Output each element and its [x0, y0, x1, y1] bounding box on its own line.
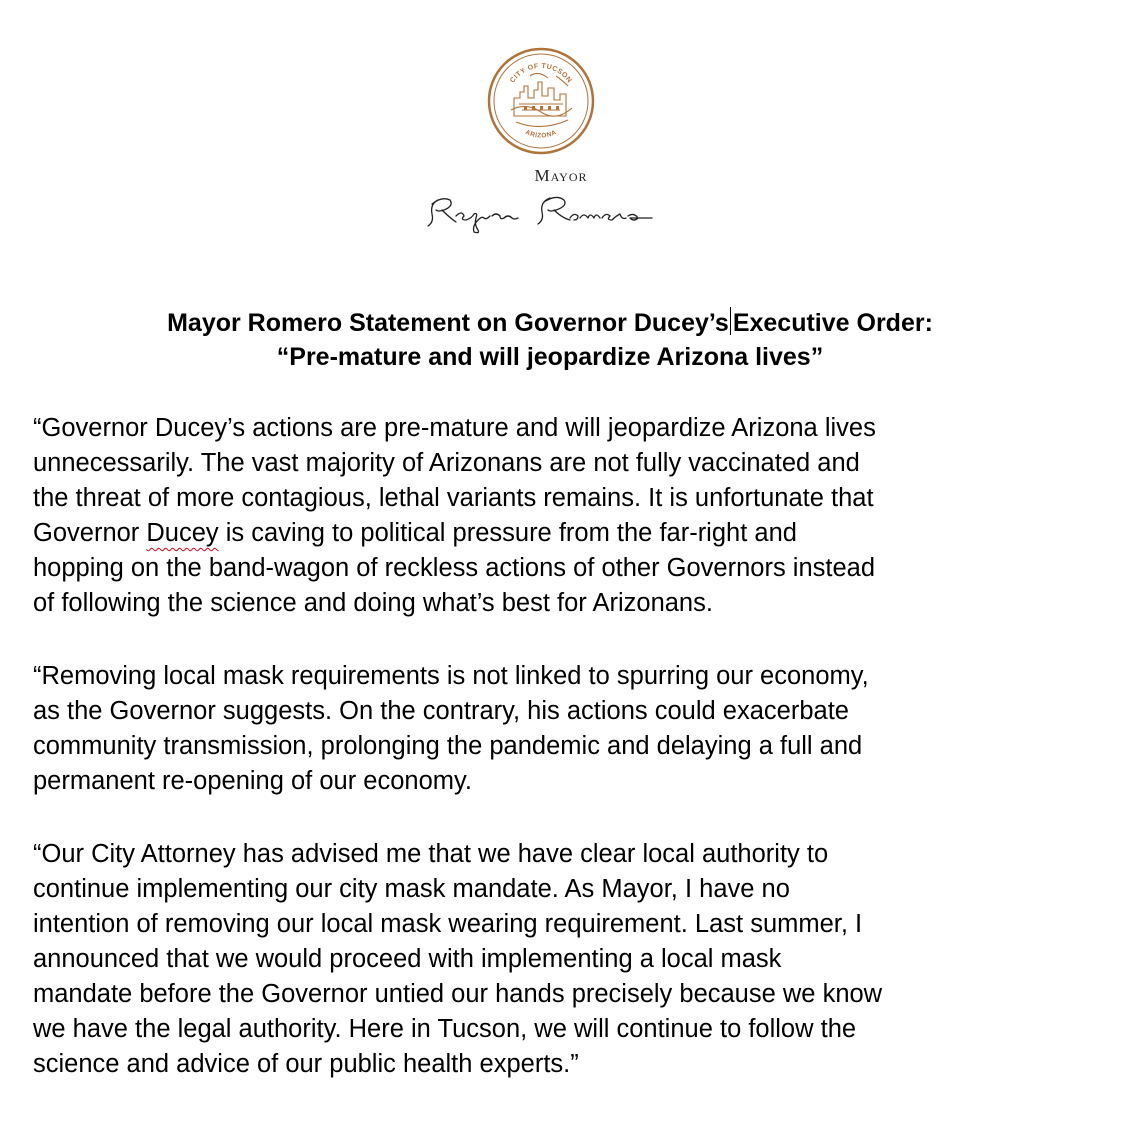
- letterhead: [0, 0, 1122, 250]
- paragraph-line: [33, 516, 1093, 551]
- paragraph-line: unnecessarily. The vast majority of Arizonans are not fully vaccinated and: [33, 449, 860, 477]
- paragraph-line: “Governor Ducey’s actions are pre-mature and will jeopardize Arizona lives: [33, 414, 876, 442]
- statement-title: [0, 306, 1100, 374]
- paragraph-line: science and advice of our public health experts.”: [33, 1050, 579, 1078]
- title-line-2: “Pre-mature and will jeopardize Arizona lives”: [276, 343, 824, 371]
- seal-top-text: CITY OF TUCSON: [509, 62, 573, 85]
- paragraph-3: [33, 837, 1093, 1082]
- paragraph-line: the threat of more contagious, lethal variants remains. It is unfortunate that: [33, 484, 874, 512]
- paragraph-1: [33, 411, 1093, 621]
- paragraph-line: of following the science and doing what’s best for Arizonans.: [33, 589, 713, 617]
- paragraph-line: hopping on the band-wagon of reckless actions of other Governors instead: [33, 554, 876, 582]
- paragraph-line: continue implementing our city mask mandate. As Mayor, I have no: [33, 875, 790, 903]
- spellcheck-flagged-word[interactable]: Ducey: [146, 519, 219, 547]
- paragraph-line: “Removing local mask requirements is not linked to spurring our economy,: [33, 662, 869, 690]
- text-cursor: [730, 307, 731, 335]
- paragraph-line: mandate before the Governor untied our hands precisely because we know: [33, 980, 883, 1008]
- title-line-1-end: Executive Order:: [732, 309, 933, 337]
- city-seal-logo: [486, 46, 596, 156]
- paragraph-line: intention of removing our local mask wearing requirement. Last summer, I: [33, 910, 863, 938]
- line-segment: Governor: [33, 519, 147, 547]
- signature: [420, 190, 665, 235]
- office-label: Mayor: [534, 166, 588, 185]
- paragraph-line: we have the legal authority. Here in Tucson, we will continue to follow the: [33, 1015, 857, 1043]
- paragraph-line: announced that we would proceed with implementing a local mask: [33, 945, 782, 973]
- title-line-1-start: Mayor Romero Statement on Governor Ducey’s: [167, 309, 729, 337]
- paragraph-line: permanent re-opening of our economy.: [33, 767, 472, 795]
- paragraph-line: as the Governor suggests. On the contrary, his actions could exacerbate: [33, 697, 849, 725]
- title-line-1: [0, 306, 1100, 340]
- svg-text:ARIZONA: [524, 129, 558, 140]
- seal-bottom-text: ARIZONA: [524, 128, 558, 140]
- paragraph-2: [33, 659, 1093, 799]
- paragraph-line: “Our City Attorney has advised me that we have clear local authority to: [33, 840, 829, 868]
- paragraph-line: community transmission, prolonging the pandemic and delaying a full and: [33, 732, 863, 760]
- line-segment: is caving to political pressure from the far-right and: [218, 519, 797, 547]
